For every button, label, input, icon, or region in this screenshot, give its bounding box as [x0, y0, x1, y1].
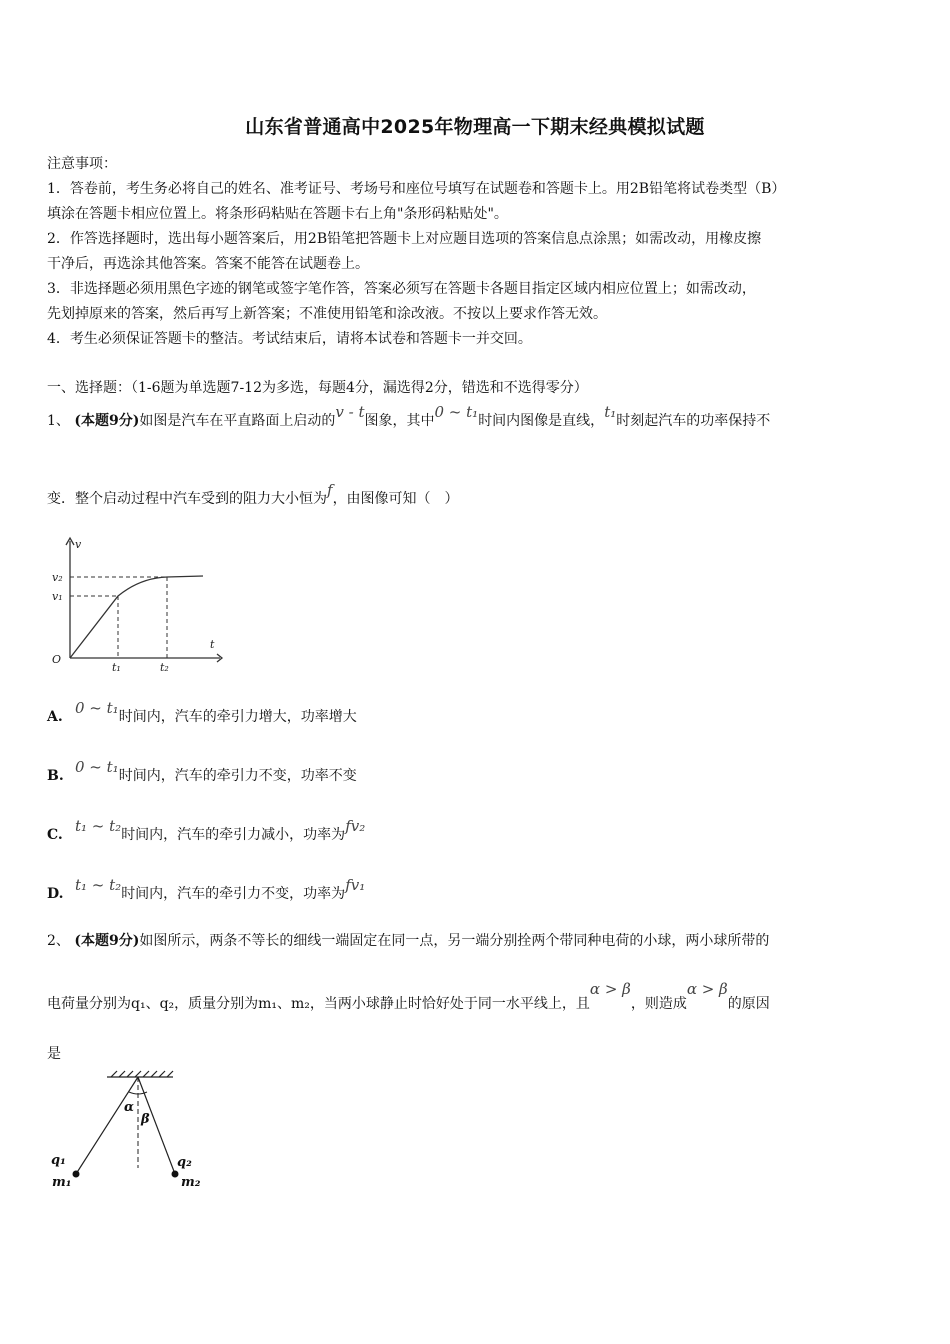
beta-label: β	[141, 1112, 150, 1127]
t1-label: t₁	[112, 661, 121, 673]
option-label: C.	[47, 827, 63, 843]
v-axis-label: v	[75, 538, 82, 551]
option-label: A.	[47, 709, 63, 725]
question-text: 电荷量分别为q₁、q₂，质量分别为m₁、m₂，当两小球静止时恰好处于同一水平线上，且	[47, 996, 590, 1012]
hatch	[143, 1071, 149, 1077]
hatch	[135, 1071, 141, 1077]
math-t1: t₁	[604, 403, 617, 421]
hatch	[119, 1071, 125, 1077]
math-alpha-beta: α > β	[686, 980, 728, 998]
option-math: 0 ~ t₁	[75, 758, 119, 776]
hatch	[167, 1071, 173, 1077]
option-text: 时间内，汽车的牵引力不变，功率为	[121, 886, 346, 902]
question-2-line-1	[47, 930, 769, 950]
m1-label: m₁	[52, 1175, 72, 1190]
ball-2	[172, 1171, 179, 1178]
question-points: (本题9分)	[74, 933, 140, 949]
hatch	[111, 1071, 117, 1077]
t2-label: t₂	[160, 661, 169, 673]
math-vt: v - t	[335, 403, 365, 421]
t-axis-label: t	[210, 638, 215, 651]
option-text: 时间内，汽车的牵引力减小，功率为	[121, 827, 346, 843]
option-math: t₁ ~ t₂	[75, 876, 122, 894]
notice-line-6: 先划掉原来的答案，然后再写上新答案；不准使用铅笔和涂改液。不按以上要求作答无效。	[47, 306, 607, 322]
notice-line-2: 填涂在答题卡相应位置上。将条形码粘贴在答题卡右上角"条形码粘贴处"。	[47, 206, 508, 222]
v2-label: v₂	[52, 571, 63, 584]
question-text: 时间内图像是直线，	[478, 413, 605, 429]
alpha-label: α	[124, 1100, 135, 1115]
option-math: fv₂	[345, 817, 366, 835]
notice-line-3: 2．作答选择题时，选出每小题答案后，用2B铅笔把答题卡上对应题目选项的答案信息点涂黑；如需改动，用橡皮擦	[47, 231, 762, 247]
notice-line-5: 3．非选择题必须用黑色字迹的钢笔或签字笔作答，答案必须写在答题卡各题目指定区域内相应位置上；如需改动，	[47, 281, 756, 297]
question-points: (本题9分)	[74, 413, 140, 429]
vt-curve	[70, 576, 203, 658]
ball-1	[73, 1171, 80, 1178]
notice-heading: 注意事项：	[47, 156, 117, 172]
option-math: fv₁	[345, 876, 366, 894]
question-number: 2、	[47, 933, 70, 949]
option-label: D.	[47, 886, 64, 902]
question-text: 如图所示，两条不等长的细线一端固定在同一点，另一端分别拴两个带同种电荷的小球，两小球所带的	[139, 933, 770, 949]
option-text: 时间内，汽车的牵引力不变，功率不变	[118, 768, 357, 784]
notice-line-7: 4．考生必须保证答题卡的整洁。考试结束后，请将本试卷和答题卡一并交回。	[47, 331, 532, 347]
question-text: ，则造成	[630, 996, 687, 1012]
option-a[interactable]	[47, 699, 357, 726]
hatch	[151, 1071, 157, 1077]
question-1-line-1	[47, 403, 771, 430]
v1-label: v₁	[52, 590, 63, 603]
question-1-line-2	[47, 481, 459, 508]
math-alpha-beta: α > β	[589, 980, 631, 998]
question-2-line-3: 是	[47, 1046, 61, 1062]
question-text: 图象，其中	[364, 413, 435, 429]
page-title: 山东省普通高中2025年物理高一下期末经典模拟试题	[245, 116, 705, 138]
option-b[interactable]	[47, 758, 357, 785]
option-label: B.	[47, 768, 64, 784]
origin-label: O	[52, 653, 62, 666]
math-f: f	[327, 481, 333, 499]
notice-line-1: 1．答卷前，考生务必将自己的姓名、准考证号、考场号和座位号填写在试题卷和答题卡上。用2B铅笔将试卷类型（B）	[47, 181, 786, 197]
question-number: 1、	[47, 413, 70, 429]
vt-graph	[45, 533, 230, 673]
option-math: t₁ ~ t₂	[75, 817, 122, 835]
hatch	[127, 1071, 133, 1077]
option-text: 时间内，汽车的牵引力增大，功率增大	[118, 709, 357, 725]
option-math: 0 ~ t₁	[75, 699, 119, 717]
question-text: 时刻起汽车的功率保持不	[616, 413, 771, 429]
m2-label: m₂	[181, 1175, 201, 1190]
section-heading: 一、选择题：（1-6题为单选题7-12为多选，每题4分，漏选得2分，错选和不选得零分）	[47, 380, 588, 396]
pendulum-figure	[45, 1068, 215, 1198]
q2-label: q₂	[177, 1155, 192, 1170]
question-text: 如图是汽车在平直路面上启动的	[139, 413, 336, 429]
question-text: 的原因	[727, 996, 770, 1012]
question-text: 变．整个启动过程中汽车受到的阻力大小恒为	[47, 491, 327, 507]
notice-line-4: 干净后，再选涂其他答案。答案不能答在试题卷上。	[47, 256, 369, 272]
string-left	[76, 1077, 138, 1174]
option-c[interactable]	[47, 817, 366, 844]
math-0-t1: 0 ~ t₁	[434, 403, 479, 421]
option-d[interactable]	[47, 876, 366, 903]
question-text: ，由图像可知（ ）	[332, 491, 459, 507]
q1-label: q₁	[51, 1153, 66, 1168]
question-2-line-2	[47, 980, 770, 1013]
hatch	[159, 1071, 165, 1077]
